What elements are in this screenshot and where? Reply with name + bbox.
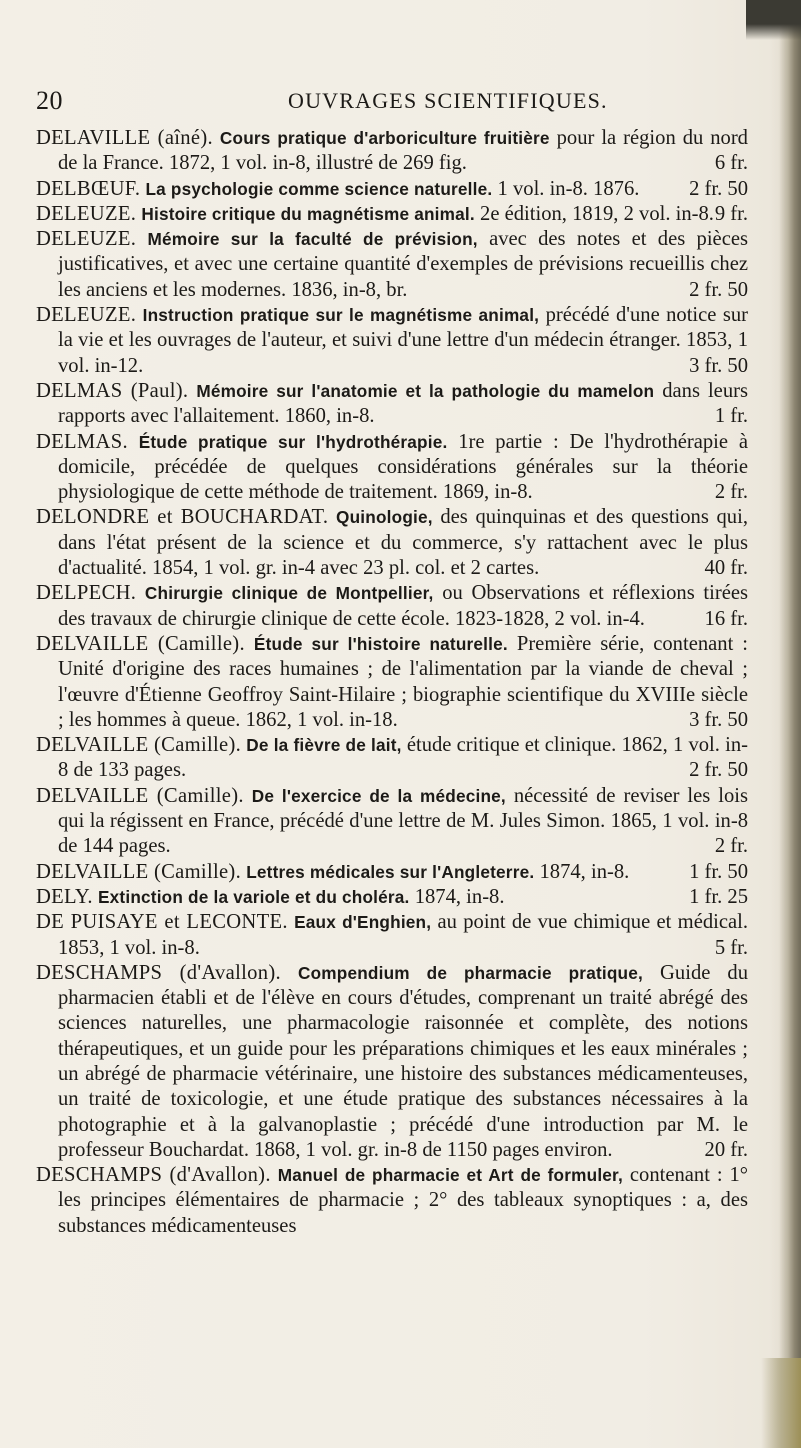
entry-author: DELVAILLE (Camille). xyxy=(36,632,245,655)
entry-description: ou Observations et réflexions tirées des travaux de chirurgie clinique de cette école. 1823-1828, 2 vol. in-4. xyxy=(58,582,748,630)
entry-title: De la fièvre de lait, xyxy=(246,735,402,756)
entry-price: 2 fr. 50 xyxy=(689,278,748,301)
catalogue-entry xyxy=(36,733,748,784)
entry-description: dans leurs rapports avec l'allaitement. 1860, in-8. xyxy=(58,379,748,428)
catalogue-entry xyxy=(36,126,748,177)
entry-author: DELVAILLE (Camille). xyxy=(36,860,242,883)
entry-description: 1re partie : De l'hydrothérapie à domicile, précédée de quelques considérations générales sur la théorie physiologique de cette méthode de traitement. 1869, in-8. xyxy=(58,430,748,504)
page-edge-stain xyxy=(761,1358,801,1448)
entry-price: 2 fr. xyxy=(714,835,748,858)
catalogue-entry xyxy=(36,632,748,733)
entry-author: DELBŒUF. xyxy=(36,177,141,200)
entry-description: 1874, in-8. xyxy=(539,860,630,883)
entry-author: DELPECH. xyxy=(36,582,137,605)
entry-title: Manuel de pharmacie et Art de formuler, xyxy=(277,1165,623,1186)
entry-description: précédé d'une notice sur la vie et les ouvrages de l'auteur, et suivi d'une lettre d'un médecin étranger. 1853, 1 vol. in-12. xyxy=(58,304,749,377)
entry-author: DELVAILLE (Camille). xyxy=(36,784,244,807)
entry-price: 2 fr. xyxy=(714,481,748,504)
entry-author: DESCHAMPS (d'Avallon). xyxy=(36,961,281,984)
catalogue-entries xyxy=(36,126,748,1239)
catalogue-entry xyxy=(36,505,748,581)
entry-author: DELMAS. xyxy=(36,430,128,453)
entry-description: contenant : 1° les principes élémentaires de pharmacie ; 2° des tableaux synoptiques : a, des substances médicamenteuses xyxy=(58,1164,748,1237)
page-corner-shadow xyxy=(746,0,801,40)
catalogue-entry xyxy=(36,860,748,885)
catalogue-entry xyxy=(36,430,748,506)
entry-author: DELEUZE. xyxy=(36,304,137,327)
entry-price: 9 fr. xyxy=(714,202,748,225)
catalogue-entry xyxy=(36,581,748,632)
entry-description: au point de vue chimique et médical. 1853, 1 vol. in-8. xyxy=(58,911,749,959)
entry-title: De l'exercice de la médecine, xyxy=(251,785,506,806)
entry-author: DELMAS (Paul). xyxy=(36,379,189,402)
entry-title: Mémoire sur la faculté de prévision, xyxy=(147,229,478,250)
entry-title: Instruction pratique sur le magnétisme animal, xyxy=(142,305,540,326)
entry-author: DELAVILLE (aîné). xyxy=(36,127,213,149)
entry-price: 2 fr. 50 xyxy=(689,759,748,782)
catalogue-entry xyxy=(36,227,748,303)
catalogue-entry xyxy=(36,961,748,1163)
entry-description: étude critique et clinique. 1862, 1 vol. in-8 de 133 pages. xyxy=(58,734,749,782)
entry-title: Extinction de la variole et du choléra. xyxy=(98,886,410,907)
entry-price: 40 fr. xyxy=(704,557,748,580)
entry-price: 16 fr. xyxy=(704,607,748,630)
entry-title: Étude sur l'histoire naturelle. xyxy=(253,633,508,654)
entry-description: nécessité de reviser les lois qui la régissent en France, précédé d'une lettre de M. Jules Simon. 1865, 1 vol. in-8 de 144 pages. xyxy=(58,784,748,858)
catalogue-entry xyxy=(36,303,748,379)
entry-title: Compendium de pharmacie pratique, xyxy=(297,962,643,983)
entry-author: DELONDRE et BOUCHARDAT. xyxy=(36,506,329,529)
page-edge-shadow xyxy=(779,0,801,1448)
entry-description: Première série, contenant : Unité d'origine des races humaines ; de l'alimentation par la viande de cheval ; l'œuvre d'Étienne Geoffroy Saint-Hilaire ; biographie scientifique du XVIIIe siècle ; les hommes à queue. 1862, 1 vol. in-18. xyxy=(58,632,749,731)
entry-author: DELEUZE. xyxy=(36,228,137,251)
entry-author: DELVAILLE (Camille). xyxy=(36,734,242,757)
entry-author: DELEUZE. xyxy=(36,202,137,225)
entry-title: Cours pratique d'arboriculture fruitière xyxy=(219,128,550,148)
entry-price: 1 fr. xyxy=(714,405,748,428)
catalogue-entry xyxy=(36,202,748,227)
entry-author: DE PUISAYE et LECONTE. xyxy=(36,911,288,934)
entry-title: Eaux d'Enghien, xyxy=(294,912,432,933)
entry-description: Guide du pharmacien établi et de l'élève en cours d'études, comprenant un traité abrégé des sciences naturelles, une pharmacologie raisonnée et complète, des notions thérapeutiques, et un guide pour les préparations chimiques et les eaux minérales ; un abrégé de pharmacie vétérinaire, une histoire des substances médicamenteuses, un traité de toxicologie, et une étude pratique des substances nécessaires à la photographie et à la galvanoplastie ; précédé d'une introduction par M. le professeur Bouchardat. 1868, 1 vol. gr. in-8 de 1150 pages environ. xyxy=(58,961,749,1161)
entry-price: 6 fr. xyxy=(714,152,748,175)
catalogue-entry xyxy=(36,885,748,910)
entry-title: Quinologie, xyxy=(336,507,433,528)
page-number: 20 xyxy=(36,86,63,115)
entry-author: DESCHAMPS (d'Avallon). xyxy=(36,1164,271,1187)
entry-title: Histoire critique du magnétisme animal. xyxy=(141,203,475,224)
entry-description: pour la région du nord de la France. 1872, 1 vol. in-8, illustré de 269 fig. xyxy=(58,127,748,175)
catalogue-entry xyxy=(36,910,748,961)
entry-price: 20 fr. xyxy=(704,1138,748,1161)
entry-description: avec des notes et des pièces justificatives, et avec une certaine quantité d'exemples de prévisions recueillis chez les anciens et les modernes. 1836, in-8, br. xyxy=(58,228,748,301)
entry-price: 3 fr. 50 xyxy=(689,354,748,377)
catalogue-entry xyxy=(36,784,748,860)
entry-price: 3 fr. 50 xyxy=(689,708,748,731)
entry-title: Étude pratique sur l'hydrothérapie. xyxy=(138,431,448,452)
catalogue-entry xyxy=(36,379,748,430)
entry-title: La psychologie comme science naturelle. xyxy=(145,178,493,199)
entry-price: 2 fr. 50 xyxy=(689,177,748,200)
page-header xyxy=(36,86,748,116)
running-title: OUVRAGES SCIENTIFIQUES. xyxy=(288,88,608,113)
entry-title: Lettres médicales sur l'Angleterre. xyxy=(246,861,535,882)
entry-description: 1 vol. in-8. 1876. xyxy=(497,177,640,200)
entry-description: des quinquinas et des questions qui, dans l'état présent de la science et du commerce, s'y rattachent avec le plus d'actualité. 1854, 1 vol. gr. in-4 avec 23 pl. col. et 2 cartes. xyxy=(58,506,748,580)
entry-description: 2e édition, 1819, 2 vol. in-8. xyxy=(480,202,714,225)
entry-price: 1 fr. 25 xyxy=(689,885,748,908)
entry-price: 1 fr. 50 xyxy=(689,860,748,883)
entry-price: 5 fr. xyxy=(714,936,748,959)
entry-title: Chirurgie clinique de Montpellier, xyxy=(144,583,434,604)
entry-title: Mémoire sur l'anatomie et la pathologie du mamelon xyxy=(196,380,655,401)
catalogue-entry xyxy=(36,1163,748,1239)
entry-author: DELY. xyxy=(36,885,93,908)
catalogue-entry xyxy=(36,177,748,202)
entry-description: 1874, in-8. xyxy=(414,885,505,908)
